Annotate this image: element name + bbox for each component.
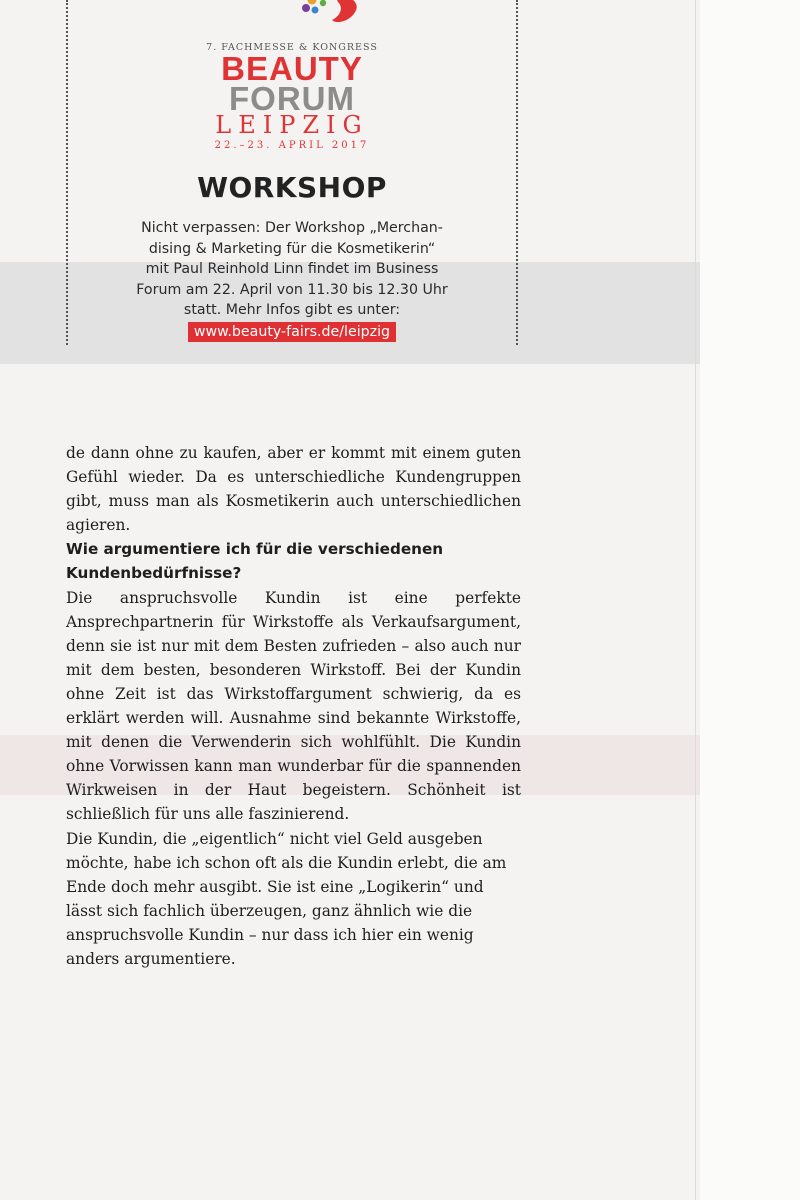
article-paragraph: de dann ohne zu kaufen, aber er kommt mit einem guten Gefühl wieder. Da es unterschiedliche Kundengruppen gibt, muss man als Kosmetikerin auch unterschiedlichen agieren.: [66, 444, 521, 535]
workshop-line: Nicht verpassen: Der Workshop „Merchan-: [141, 220, 443, 236]
workshop-title: WORKSHOP: [197, 171, 387, 204]
logo-beauty: BEAUTY: [221, 50, 363, 87]
workshop-line: dising & Marketing für die Kosmetikerin“: [148, 240, 436, 257]
workshop-box: [66, 0, 518, 345]
beauty-forum-logo: [68, 0, 516, 160]
article-paragraph: Die Kundin, die „eigentlich“ nicht viel Geld ausgeben möchte, habe ich schon oft als die Kundin erlebt, die am Ende doch mehr ausgibt. Sie ist eine „Logikerin“ und lässt sich fachlich überzeugen, ganz ähnlich wie die anspruchsvolle Kundin – nur dass ich hier ein wenig anders argumentiere.: [66, 829, 507, 968]
workshop-url-link[interactable]: www.beauty-fairs.de/leipzig: [188, 322, 396, 342]
logo-forum: FORUM: [229, 80, 355, 117]
article-subheading: Wie argumentiere ich für die verschiedenen Kundenbedürfnisse?: [66, 540, 444, 583]
logo-date: 22.–23. APRIL 2017: [214, 140, 370, 151]
workshop-line: Forum am 22. April von 11.30 bis 12.30 Uhr: [136, 281, 448, 298]
logo-face-icon: [248, 0, 398, 30]
logo-leipzig: LEIPZIG: [215, 111, 369, 139]
workshop-line: mit Paul Reinhold Linn findet im Business: [145, 261, 439, 277]
workshop-line: statt. Mehr Infos gibt es unter:: [183, 302, 401, 318]
article-body: [66, 441, 521, 971]
logo-subtitle: 7. FACHMESSE & KONGRESS: [206, 42, 378, 53]
page-gutter-line: [695, 0, 696, 1200]
workshop-description: [74, 218, 510, 342]
article-paragraph: Die anspruchsvolle Kundin ist eine perfekte Ansprechpartnerin für Wirkstoffe als Verkaufsargument, denn sie ist nur mit dem Besten zufrieden – also auch nur mit dem besten, besonderen Wirkstoff. Bei der Kundin ohne Zeit ist das Wirkstoffargument schwierig, da es erklärt werden will. Ausnahme sind bekannte Wirkstoffe, mit denen die Verwenderin sich wohlfühlt. Die Kundin ohne Vorwissen kann man wunderbar für die spannenden Wirkweisen in der Haut begeistern. Schönheit ist schließlich für uns alle faszinierend.: [66, 588, 521, 824]
page-margin: [700, 0, 800, 1200]
